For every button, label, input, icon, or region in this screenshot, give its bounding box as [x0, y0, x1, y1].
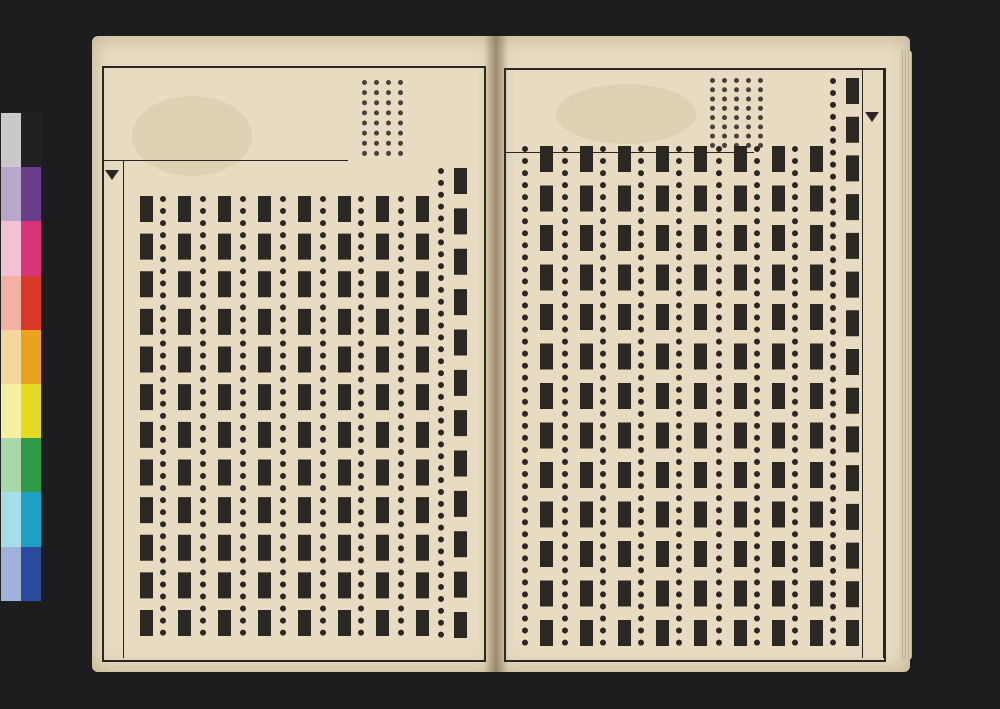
color-calibration-strip [0, 112, 42, 602]
main-text-column [792, 146, 798, 646]
main-text-column [280, 196, 286, 636]
commentary-text-column [710, 78, 715, 148]
commentary-text-column [734, 78, 739, 148]
main-text-column [218, 196, 231, 636]
left-page-banxin [102, 160, 124, 658]
color-swatch [1, 221, 21, 275]
main-text-column [358, 196, 364, 636]
main-text-column [398, 196, 404, 636]
main-text-column [772, 146, 785, 646]
color-swatch [1, 113, 21, 167]
main-text-column [676, 146, 682, 646]
commentary-text-column [386, 80, 391, 156]
commentary-text-column [722, 78, 727, 148]
main-text-column [754, 146, 760, 646]
main-text-column [178, 196, 191, 636]
book-gutter [484, 36, 508, 672]
main-text-column [830, 78, 836, 646]
main-text-column [240, 196, 246, 636]
color-swatch [21, 384, 41, 438]
commentary-text-column [746, 78, 751, 148]
color-swatch [21, 221, 41, 275]
right-page [496, 36, 910, 672]
main-text-column [694, 146, 707, 646]
commentary-text-column [362, 80, 367, 156]
main-text-column [338, 196, 351, 636]
main-text-column [522, 146, 528, 646]
main-text-column [140, 196, 153, 636]
main-text-column [416, 196, 429, 636]
color-swatch [1, 167, 21, 221]
color-swatch [21, 276, 41, 330]
main-text-column [376, 196, 389, 636]
color-swatch [1, 438, 21, 492]
main-text-column [540, 146, 553, 646]
commentary-text-column [374, 80, 379, 156]
main-text-column [258, 196, 271, 636]
main-text-column [618, 146, 631, 646]
fishtail-mark-icon [105, 170, 119, 180]
main-text-column [580, 146, 593, 646]
main-text-column [562, 146, 568, 646]
color-swatch [21, 167, 41, 221]
main-text-column [160, 196, 166, 636]
main-text-column [846, 78, 859, 646]
main-text-column [810, 146, 823, 646]
main-text-column [638, 146, 644, 646]
commentary-text-column [398, 80, 403, 156]
color-swatch [21, 113, 41, 167]
open-book [92, 36, 910, 672]
main-text-column [656, 146, 669, 646]
main-text-column [438, 168, 444, 638]
left-page [92, 36, 496, 672]
color-swatch [1, 276, 21, 330]
upper-commentary-rule [102, 160, 348, 161]
main-text-column [200, 196, 206, 636]
stacked-page-edges [900, 50, 912, 660]
main-text-column [600, 146, 606, 646]
main-text-column [734, 146, 747, 646]
color-swatch [1, 384, 21, 438]
color-swatch [21, 547, 41, 601]
main-text-column [454, 168, 467, 638]
main-text-column [298, 196, 311, 636]
commentary-text-column [758, 78, 763, 148]
color-swatch [21, 492, 41, 546]
color-swatch [1, 492, 21, 546]
right-page-banxin [862, 68, 884, 658]
color-swatch [21, 330, 41, 384]
color-swatch [1, 330, 21, 384]
main-text-column [320, 196, 326, 636]
fishtail-mark-icon [865, 112, 879, 122]
color-swatch [21, 438, 41, 492]
main-text-column [716, 146, 722, 646]
color-swatch [1, 547, 21, 601]
